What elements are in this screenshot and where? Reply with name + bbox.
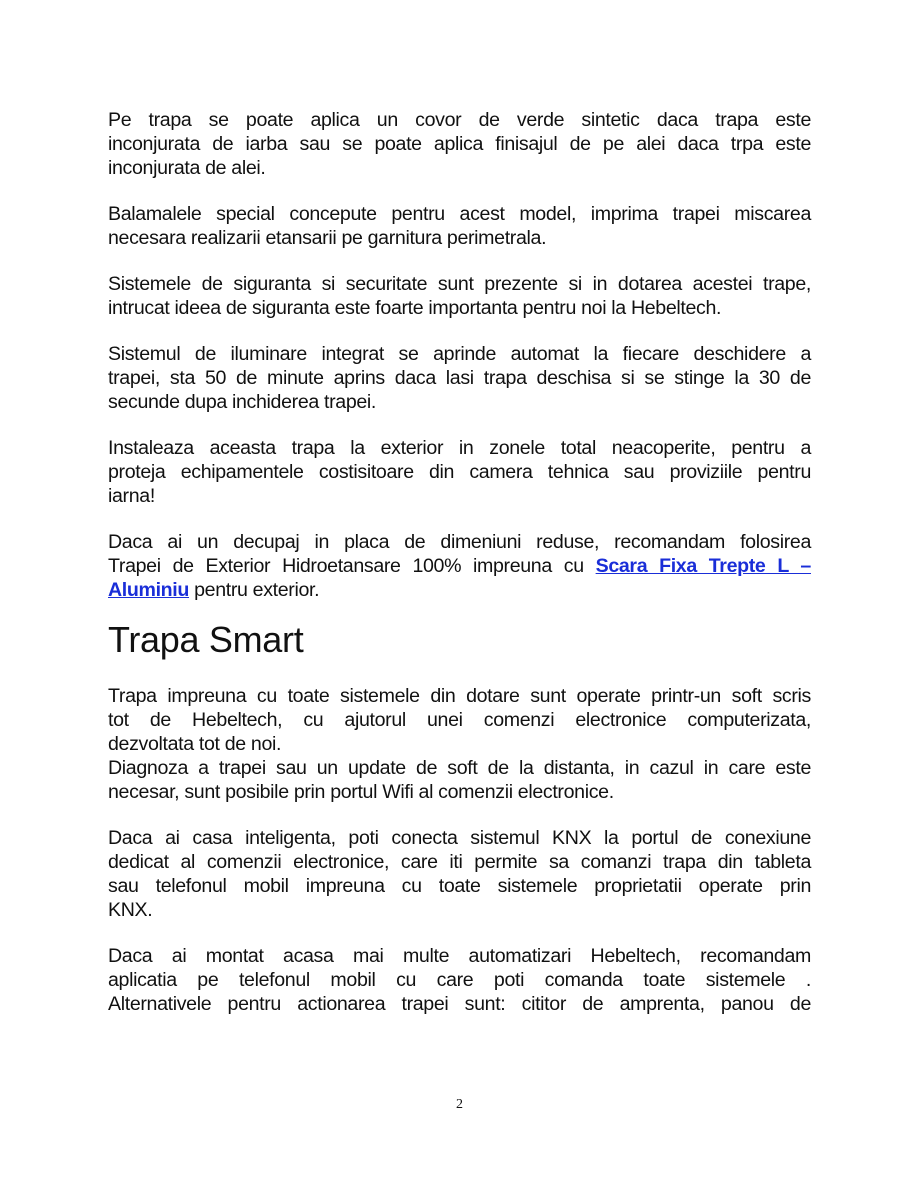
text-line: inconjurata de alei.	[108, 157, 266, 179]
text-segment: Trapei de Exterior Hidroetansare 100% impreuna cu	[108, 555, 596, 577]
text-line: Pe trapa se poate aplica un covor de verde sintetic daca trapa este	[108, 109, 811, 131]
text-line: necesar, sunt posibile prin portul Wifi al comenzii electronice.	[108, 781, 614, 803]
text-line: secunde dupa inchiderea trapei.	[108, 391, 377, 413]
text-line: dedicat al comenzii electronice, care iti permite sa comanzi trapa din tableta	[108, 851, 811, 873]
paragraph-covor	[108, 108, 811, 180]
text-line: necesara realizarii etansarii pe garnitura perimetrala.	[108, 227, 547, 249]
text-segment: pentru exterior.	[189, 579, 320, 601]
text-line: iarna!	[108, 485, 155, 507]
paragraph-decupaj	[108, 530, 811, 602]
text-line: Sistemul de iluminare integrat se aprinde automat la fiecare deschidere a	[108, 343, 811, 365]
text-line-with-link	[108, 578, 811, 602]
text-line: Alternativele pentru actionarea trapei sunt: cititor de amprenta, panou de	[108, 993, 811, 1015]
text-line: KNX.	[108, 899, 153, 921]
text-line: Daca ai un decupaj in placa de dimeniuni reduse, recomandam folosirea	[108, 531, 811, 553]
text-line: Diagnoza a trapei sau un update de soft de la distanta, in cazul in care este	[108, 757, 811, 779]
text-line: Trapa impreuna cu toate sistemele din dotare sunt operate printr-un soft scris	[108, 685, 811, 707]
text-line: aplicatia pe telefonul mobil cu care poti comanda toate sistemele .	[108, 969, 811, 991]
text-line: inconjurata de iarba sau se poate aplica finisajul de pe alei daca trpa este	[108, 133, 811, 155]
document-page	[108, 108, 811, 1016]
paragraph-iluminare	[108, 342, 811, 414]
text-line: dezvoltata tot de noi.	[108, 733, 282, 755]
text-line: trapei, sta 50 de minute aprins daca lasi trapa deschisa si se stinge la 30 de	[108, 367, 811, 389]
paragraph-knx	[108, 826, 811, 922]
paragraph-balamale	[108, 202, 811, 250]
text-line: Daca ai montat acasa mai multe automatizari Hebeltech, recomandam	[108, 945, 811, 967]
text-line: Sistemele de siguranta si securitate sunt prezente si in dotarea acestei trape,	[108, 273, 811, 295]
text-line: tot de Hebeltech, cu ajutorul unei comenzi electronice computerizata,	[108, 709, 811, 731]
text-line: intrucat ideea de siguranta este foarte importanta pentru noi la Hebeltech.	[108, 297, 722, 319]
page-number: 2	[456, 1097, 463, 1112]
text-line-with-link	[108, 554, 811, 578]
section-heading-trapa-smart: Trapa Smart	[108, 619, 304, 660]
paragraph-automatizari	[108, 944, 811, 1016]
paragraph-instaleaza	[108, 436, 811, 508]
text-line: proteja echipamentele costisitoare din camera tehnica sau proviziile pentru	[108, 461, 811, 483]
scara-fixa-link-part1[interactable]: Scara Fixa Trepte L –	[595, 555, 811, 577]
paragraph-siguranta	[108, 272, 811, 320]
text-line: sau telefonul mobil impreuna cu toate sistemele proprietatii operate prin	[108, 875, 811, 897]
text-line: Daca ai casa inteligenta, poti conecta sistemul KNX la portul de conexiune	[108, 827, 811, 849]
text-line: Balamalele special concepute pentru acest model, imprima trapei miscarea	[108, 203, 811, 225]
text-line: Instaleaza aceasta trapa la exterior in zonele total neacoperite, pentru a	[108, 437, 811, 459]
scara-fixa-link-part2[interactable]: Aluminiu	[108, 579, 190, 601]
paragraph-soft	[108, 684, 811, 804]
